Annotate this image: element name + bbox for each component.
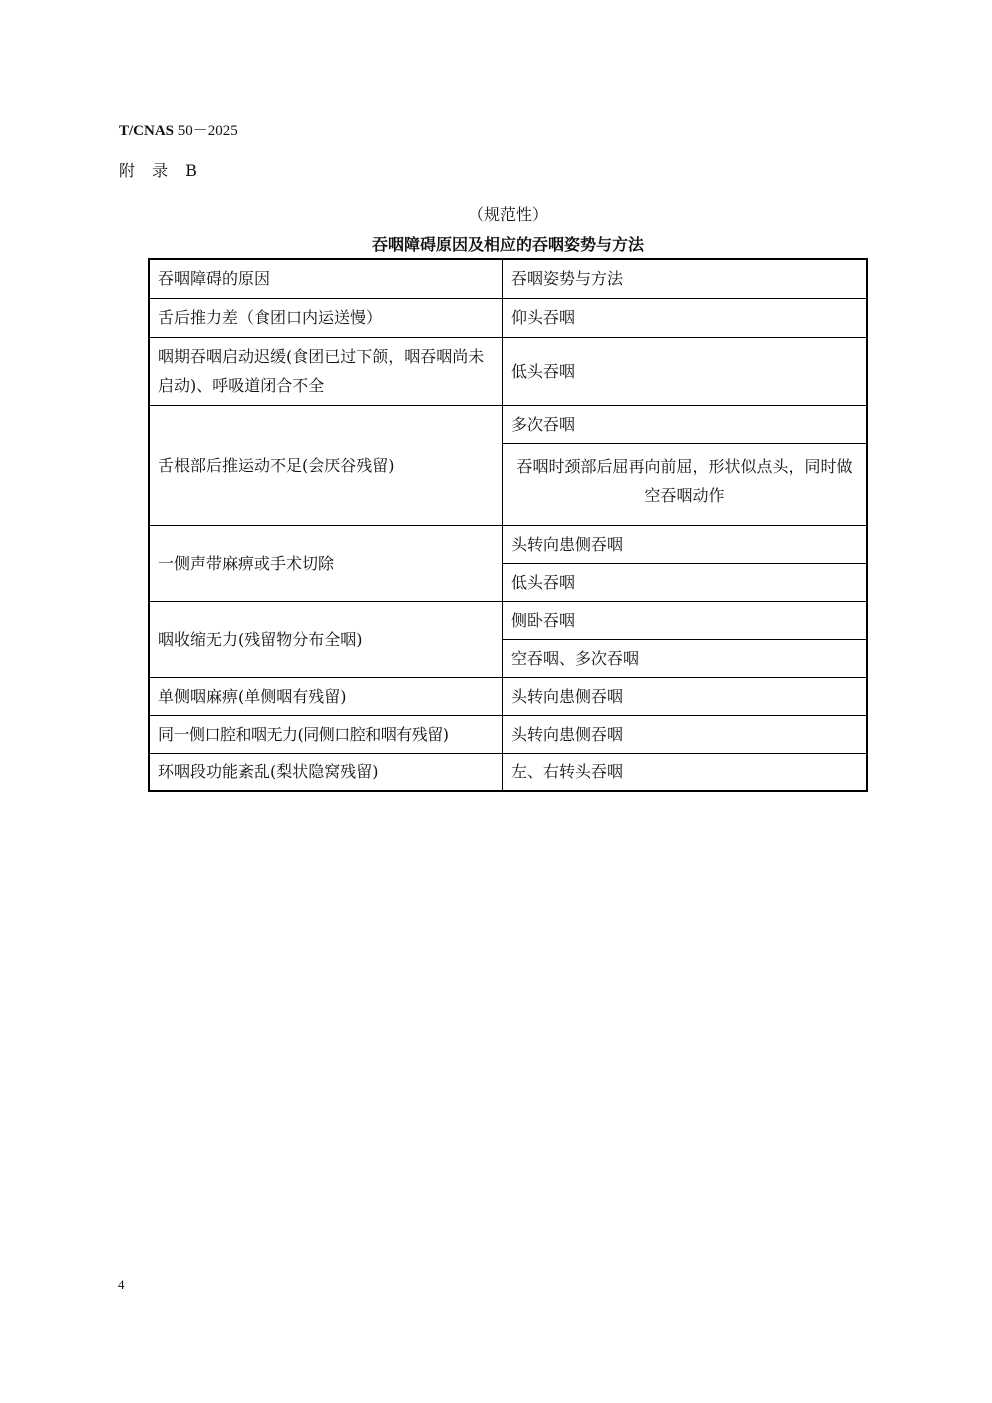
method-cell: 头转向患侧吞咽 — [503, 677, 868, 715]
table-title: 吞咽障碍原因及相应的吞咽姿势与方法 — [371, 235, 644, 254]
normative-label: （规范性） — [467, 205, 548, 224]
method-cell: 空吞咽、多次吞咽 — [503, 639, 868, 677]
cause-cell: 舌后推力差（食团口内运送慢） — [149, 298, 503, 337]
method-cell: 吞咽时颈部后屈再向前屈，形状似点头，同时做空吞咽动作 — [503, 443, 868, 525]
method-cell: 仰头吞咽 — [503, 298, 868, 337]
header-method: 吞咽姿势与方法 — [503, 259, 868, 298]
document-code — [119, 121, 238, 141]
header-cause: 吞咽障碍的原因 — [149, 259, 503, 298]
table-row — [149, 525, 867, 563]
table-row — [149, 753, 867, 791]
method-cell: 多次吞咽 — [503, 405, 868, 443]
table-row — [149, 298, 867, 337]
method-cell: 低头吞咽 — [503, 337, 868, 405]
table-row — [149, 715, 867, 753]
method-cell: 左、右转头吞咽 — [503, 753, 868, 791]
table-row — [149, 677, 867, 715]
table-row — [149, 601, 867, 639]
table-row — [149, 337, 867, 405]
document-code-number: 50－2025 — [174, 123, 238, 139]
method-cell: 头转向患侧吞咽 — [503, 525, 868, 563]
page-number: 4 — [118, 1277, 125, 1292]
cause-cell: 咽收缩无力(残留物分布全咽) — [149, 601, 503, 677]
cause-cell: 一侧声带麻痹或手术切除 — [149, 525, 503, 601]
cause-cell: 舌根部后推运动不足(会厌谷残留) — [149, 405, 503, 525]
method-cell: 头转向患侧吞咽 — [503, 715, 868, 753]
swallowing-table — [148, 258, 868, 792]
cause-cell: 单侧咽麻痹(单侧咽有残留) — [149, 677, 503, 715]
method-cell: 低头吞咽 — [503, 563, 868, 601]
cause-cell: 环咽段功能紊乱(梨状隐窝残留) — [149, 753, 503, 791]
table-row — [149, 405, 867, 443]
cause-cell: 同一侧口腔和咽无力(同侧口腔和咽有残留) — [149, 715, 503, 753]
cause-cell: 咽期吞咽启动迟缓(食团已过下颌，咽吞咽尚未启动)、呼吸道闭合不全 — [149, 337, 503, 405]
table-header-row — [149, 259, 867, 298]
appendix-label: 附 录 B — [119, 161, 203, 180]
method-cell: 侧卧吞咽 — [503, 601, 868, 639]
document-code-prefix: T/CNAS — [119, 123, 175, 139]
